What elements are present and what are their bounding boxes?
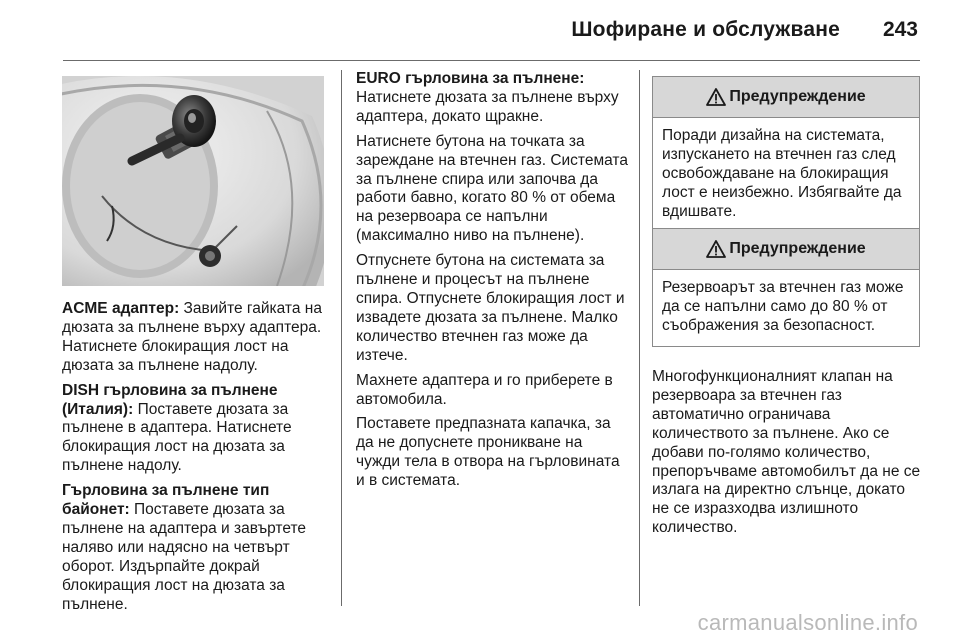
warning-box (652, 76, 920, 233)
page-number: 243 (882, 18, 918, 41)
text-bayonet: Поставете дюзата за пълнене на адаптера и завъртете наляво или надясно на четвърт оборот. Издърпайте докрай блокиращия лост на дюзата за пълнене. (62, 501, 307, 613)
warning-header (653, 77, 919, 118)
paragraph-acme (62, 300, 330, 376)
paragraph-button: Натиснете бутона на точката за зареждане на втечнен газ. Системата за пълнене спира или започва да работи бавно, когато 80 % от обема на резервоара се напълни (максимално ниво на пълнене). (356, 132, 628, 245)
watermark-text: carmanualsonline.info (697, 610, 918, 635)
warning-text: Резервоарът за втечнен газ може да се напълни само до 80 % от съображения за безопасност. (662, 279, 904, 334)
paragraph-release: Отпуснете бутона на системата за пълнене и процесът на пълнене спира. Отпуснете блокиращия лост и извадете дюзата за пълнене. Малко количество втечнен газ може да изтече. (356, 252, 625, 364)
column-divider (341, 70, 342, 606)
warning-title: Предупреждение (729, 240, 866, 257)
paragraph-cap: Поставете предпазната капачка, за да не допуснете проникване на чужди тела в отвора на гърловината и в системата. (356, 415, 620, 490)
warning-triangle-icon (706, 240, 726, 258)
page-title: Шофиране и обслужване (571, 18, 840, 41)
lead-dish: DISH гърловина за пълнене (Италия): (62, 381, 278, 418)
lead-euro: EURO гърловина за пълнене: (356, 70, 585, 87)
warning-box (652, 228, 920, 347)
fuel-filler-adapter-photo (62, 76, 324, 286)
warning-title: Предупреждение (729, 88, 866, 105)
warning-triangle-icon (706, 88, 726, 106)
header-divider (63, 60, 920, 61)
paragraph-multivalve: Многофункционалният клапан на резервоара за втечнен газ автоматично ограничава количеството за пълнене. Ако се добави по-голямо количество, препоръчваме автомобилът да не се излага на директно слънце, докато не се изразходва излишното количество. (652, 368, 921, 537)
lead-bayonet: Гърловина за пълнене тип байонет: (62, 482, 270, 519)
paragraph-remove-adapter: Махнете адаптера и го приберете в автомобила. (356, 371, 613, 408)
warning-text: Поради дизайна на системата, изпускането на втечнен газ след освобождаване на блокиращия лост е неизбежно. Избягвайте да вдишвате. (662, 127, 902, 220)
fuel-filler-illustration (62, 76, 324, 286)
lead-acme: ACME адаптер: (62, 300, 180, 317)
text-acme: Завийте гайката на дюзата за пълнене върху адаптера. Натиснете блокиращия лост на дюзата за пълнене надолу. (62, 300, 322, 374)
column-middle (356, 70, 628, 497)
text-euro: Натиснете дюзата за пълнене върху адаптера, докато щракне. (356, 88, 619, 125)
paragraph-bayonet (62, 482, 330, 614)
column-divider (639, 70, 640, 606)
column-left (62, 300, 330, 621)
warning-header (653, 229, 919, 270)
paragraph-dish (62, 382, 330, 477)
text-dish: Поставете дюзата за пълнене в адаптера. Натиснете блокиращия лост на дюзата за пълнене надолу. (62, 400, 292, 475)
paragraph-euro (356, 70, 628, 127)
